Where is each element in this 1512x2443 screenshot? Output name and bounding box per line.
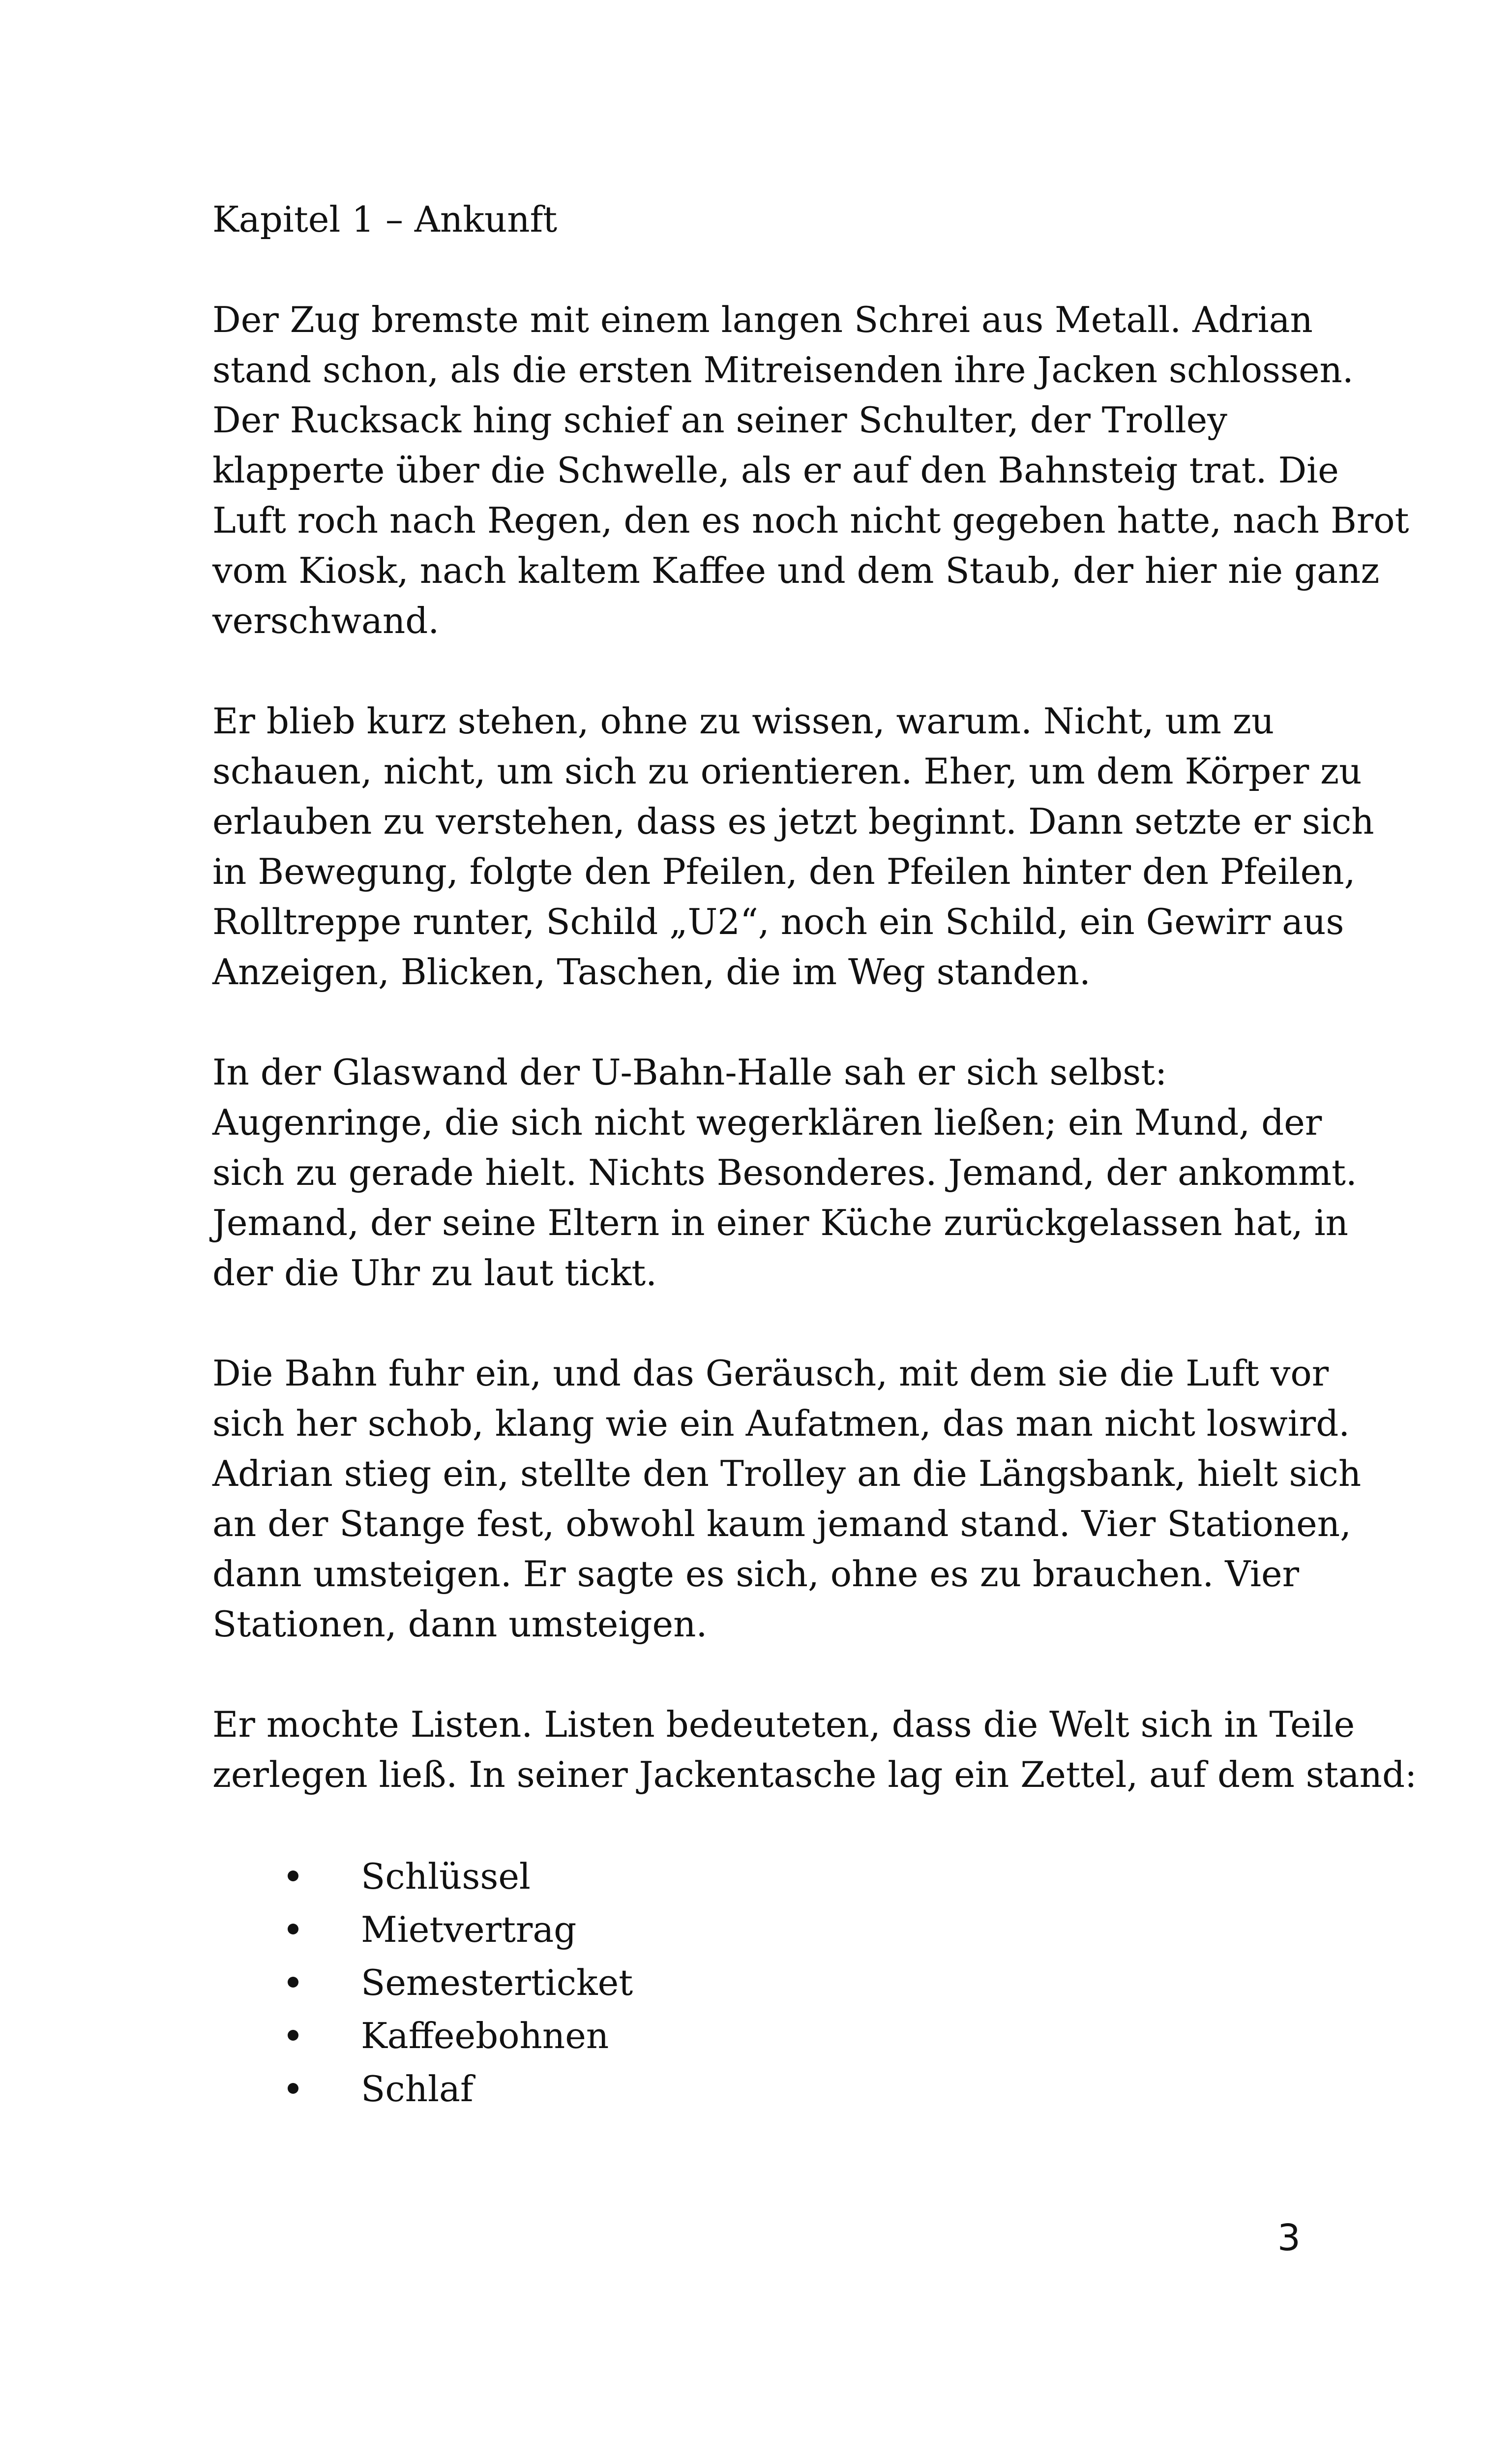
text-line: Die Bahn fuhr ein, und das Geräusch, mit dem sie die Luft vor [212, 1353, 1329, 1394]
text-line: schauen, nicht, um sich zu orientieren. Eher, um dem Körper zu [212, 751, 1362, 792]
text-line: sich zu gerade hielt. Nichts Besonderes. Jemand, der ankommt. [212, 1152, 1357, 1193]
bullet-icon [288, 2083, 298, 2094]
text-line: Anzeigen, Blicken, Taschen, die im Weg standen. [212, 951, 1091, 993]
page-body [212, 194, 1417, 2115]
bullet-icon [288, 1924, 298, 1934]
checklist [212, 1850, 1314, 2115]
text-line: erlauben zu verstehen, dass es jetzt beginnt. Dann setzte er sich [212, 801, 1374, 842]
text-line: dann umsteigen. Er sagte es sich, ohne es zu brauchen. Vier [212, 1553, 1300, 1595]
list-item-text: Kaffeebohnen [361, 2015, 609, 2056]
text-line: In der Glaswand der U-Bahn-Halle sah er sich selbst: [212, 1052, 1167, 1093]
list-item-text: Schlaf [361, 2068, 474, 2110]
paragraph-5 [212, 1699, 1417, 1800]
list-item-text: Semesterticket [361, 1962, 633, 2003]
text-line: Er mochte Listen. Listen bedeuteten, dass die Welt sich in Teile [212, 1704, 1355, 1745]
paragraph-3 [212, 1047, 1357, 1298]
list-item-text: Schlüssel [361, 1856, 531, 1897]
paragraph-2 [212, 696, 1374, 997]
list-item [212, 1956, 1314, 2009]
paragraph-4 [212, 1348, 1362, 1649]
text-line: Rolltreppe runter, Schild „U2“, noch ein Schild, ein Gewirr aus [212, 901, 1344, 942]
text-line: Der Zug bremste mit einem langen Schrei aus Metall. Adrian [212, 299, 1313, 340]
text-line: an der Stange fest, obwohl kaum jemand stand. Vier Stationen, [212, 1503, 1351, 1544]
text-line: Augenringe, die sich nicht wegerklären ließen; ein Mund, der [212, 1102, 1322, 1143]
bullet-icon [288, 1870, 298, 1881]
list-item [212, 1903, 1314, 1956]
paragraph-1 [212, 295, 1409, 646]
text-line: Luft roch nach Regen, den es noch nicht gegeben hatte, nach Brot [212, 500, 1409, 541]
chapter-title: Kapitel 1 – Ankunft [212, 199, 558, 240]
text-line: vom Kiosk, nach kaltem Kaffee und dem Staub, der hier nie ganz [212, 550, 1380, 591]
text-line: stand schon, als die ersten Mitreisenden ihre Jacken schlossen. [212, 349, 1354, 391]
text-line: Jemand, der seine Eltern in einer Küche zurückgelassen hat, in [212, 1202, 1349, 1243]
bullet-icon [288, 1977, 298, 1988]
page-number: 3 [1277, 2217, 1301, 2259]
text-line: sich her schob, klang wie ein Aufatmen, das man nicht loswird. [212, 1403, 1350, 1444]
list-item [212, 2009, 1314, 2062]
text-line: Er blieb kurz stehen, ohne zu wissen, warum. Nicht, um zu [212, 700, 1275, 742]
bullet-icon [288, 2030, 298, 2041]
list-item [212, 2062, 1314, 2115]
text-line: Stationen, dann umsteigen. [212, 1603, 708, 1645]
text-line: Der Rucksack hing schief an seiner Schulter, der Trolley [212, 399, 1227, 441]
text-line: Adrian stieg ein, stellte den Trolley an die Längsbank, hielt sich [212, 1453, 1362, 1494]
list-item [212, 1850, 1314, 1903]
text-line: der die Uhr zu laut tickt. [212, 1252, 657, 1294]
text-line: verschwand. [212, 600, 440, 641]
list-item-text: Mietvertrag [361, 1909, 577, 1950]
text-line: zerlegen ließ. In seiner Jackentasche lag ein Zettel, auf dem stand: [212, 1754, 1417, 1795]
text-line: in Bewegung, folgte den Pfeilen, den Pfeilen hinter den Pfeilen, [212, 851, 1356, 892]
text-line: klapperte über die Schwelle, als er auf den Bahnsteig trat. Die [212, 450, 1339, 491]
